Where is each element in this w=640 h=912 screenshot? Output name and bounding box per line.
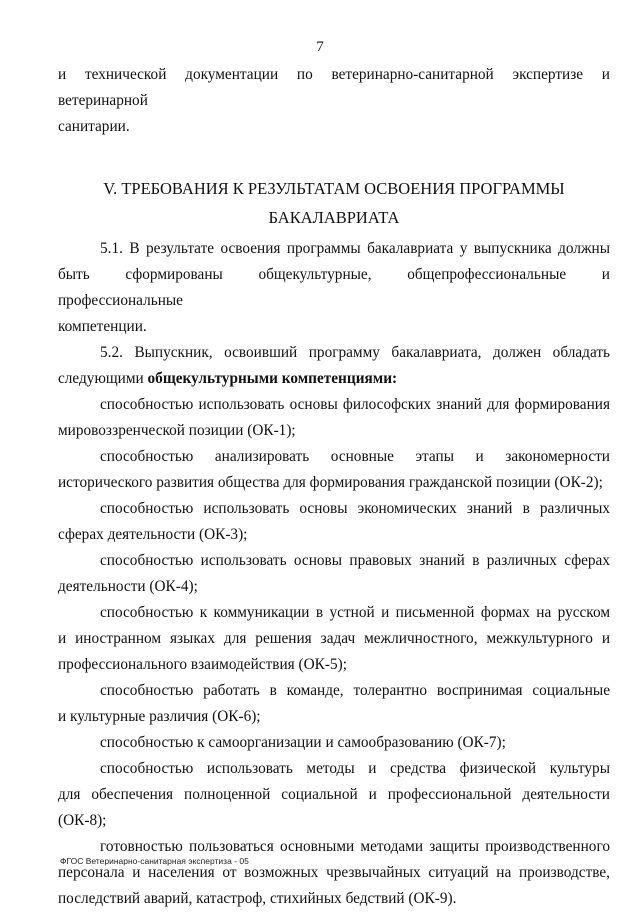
competency-line: способностью работать в команде, толерантно воспринимая социальные — [100, 682, 610, 699]
competency-line: способностью использовать основы философских знаний для формирования — [100, 396, 610, 413]
competency-line: способностью к коммуникации в устной и письменной формах на русском — [100, 604, 610, 621]
footer-text: ФГОС Ветеринарно-санитарная экспертиза - 05 — [60, 856, 249, 866]
competency-line: способностью использовать основы экономических знаний в различных — [100, 500, 610, 517]
competency-line: способностью использовать методы и средства физической культуры — [100, 760, 610, 777]
competency-line: для обеспечения полноценной социальной и профессиональной деятельности — [58, 786, 610, 803]
competency-line: последствий аварий, катастроф, стихийных бедствий (ОК-9). — [58, 890, 457, 907]
competency-line: способностью анализировать основные этапы и закономерности — [100, 448, 610, 465]
competency-line: сферах деятельности (ОК-3); — [58, 526, 248, 543]
paragraph-5-1-line-2: быть сформированы общекультурные, общепрофессиональные и профессиональные — [58, 266, 610, 309]
competency-line: (ОК-8); — [58, 812, 107, 829]
competency-list — [58, 392, 610, 912]
section-heading-line-1: V. ТРЕБОВАНИЯ К РЕЗУЛЬТАТАМ ОСВОЕНИЯ ПРОГРАММЫ — [103, 179, 565, 198]
paragraph-5-2-line-1: 5.2. Выпускник, освоивший программу бакалавриата, должен обладать — [100, 344, 610, 361]
paragraph-5-1-line-1: 5.1. В результате освоения программы бакалавриата у выпускника должны — [100, 240, 610, 257]
competency-line: способностью к самоорганизации и самообразованию (ОК-7); — [100, 734, 506, 751]
paragraph-5-2-bold-term: общекультурными компетенциями: — [147, 370, 398, 387]
competency-line: мировоззренческой позиции (ОК-1); — [58, 422, 296, 439]
paragraph-5-2-line-2 — [58, 366, 610, 392]
competency-line: исторического развития общества для формирования гражданской позиции (ОК-2); — [58, 474, 603, 491]
section-heading — [58, 174, 610, 232]
intro-line-1: и технической документации по ветеринарно-санитарной экспертизе и ветеринарной — [58, 66, 610, 109]
section-heading-line-2: БАКАЛАВРИАТА — [268, 208, 400, 227]
competency-line: персонала и населения от возможных чрезвычайных ситуаций на производстве, — [58, 864, 610, 881]
competency-line: профессионального взаимодействия (ОК-5); — [58, 656, 347, 673]
competency-line: готовностью пользоваться основными методами защиты производственного — [100, 838, 610, 855]
paragraph-5-1-line-3: компетенции. — [58, 318, 147, 335]
competency-line: деятельности (ОК-4); — [58, 578, 198, 595]
document-body — [58, 62, 610, 912]
paragraph-5-2-prefix: следующими — [58, 370, 148, 387]
competency-line: способностью использовать основы правовых знаний в различных сферах — [100, 552, 610, 569]
page-number: 7 — [316, 39, 324, 55]
competency-line: и иностранном языках для решения задач межличностного, межкультурного и — [58, 630, 610, 647]
competency-line: и культурные различия (ОК-6); — [58, 708, 261, 725]
intro-line-2: санитарии. — [58, 118, 130, 135]
